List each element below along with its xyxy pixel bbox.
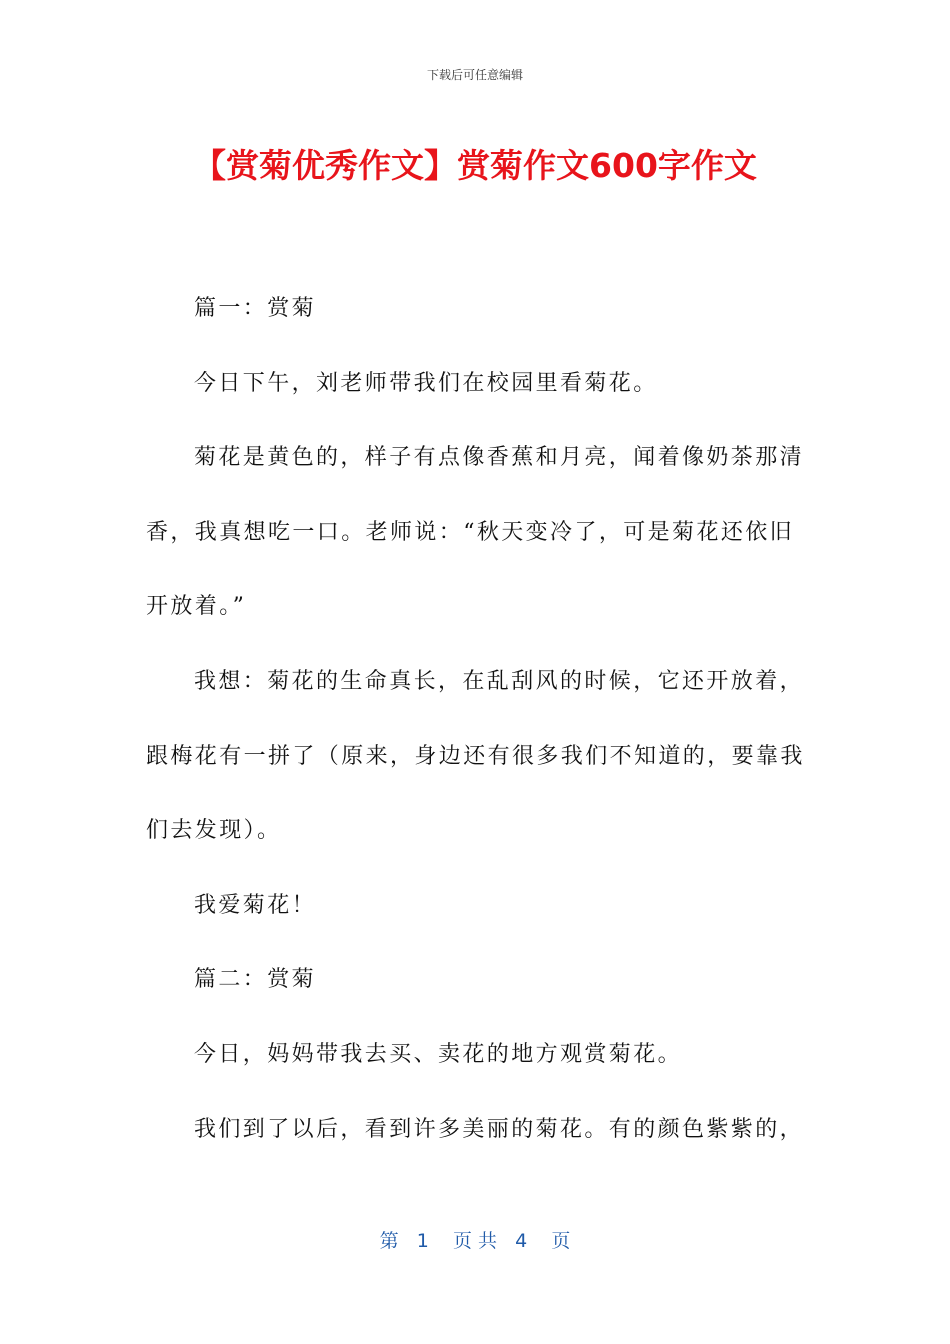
paragraph: 今日下午，刘老师带我们在校园里看菊花。 [194,370,658,396]
page-number-footer: 第 1 页 共 4 页 [379,1230,571,1252]
document-title: 【赏菊优秀作文】赏菊作文600字作文 [193,146,757,185]
document-body [146,272,806,1167]
header-note: 下载后可任意编辑 [426,68,523,82]
paragraph: 我想：菊花的生命真长，在乱刮风的时候，它还开放着，跟梅花有一拼了（原来，身边还有很多我们不知道的，要靠我们去发现）。 [146,668,805,844]
paragraph-section-heading-2: 篇二：赏菊 [194,967,317,993]
paragraph: 菊花是黄色的，样子有点像香蕉和月亮，闻着像奶茶那清香，我真想吃一口。老师说：“秋天变冷了，可是菊花还依旧开放着。” [146,445,805,620]
paragraph: 我爱菊花！ [194,892,317,918]
paragraph: 今日，妈妈带我去买、卖花的地方观赏菊花。 [194,1041,683,1067]
paragraph-section-heading-1: 篇一：赏菊 [194,296,317,321]
paragraph: 我们到了以后，看到许多美丽的菊花。有的颜色紫紫的， [194,1116,805,1142]
